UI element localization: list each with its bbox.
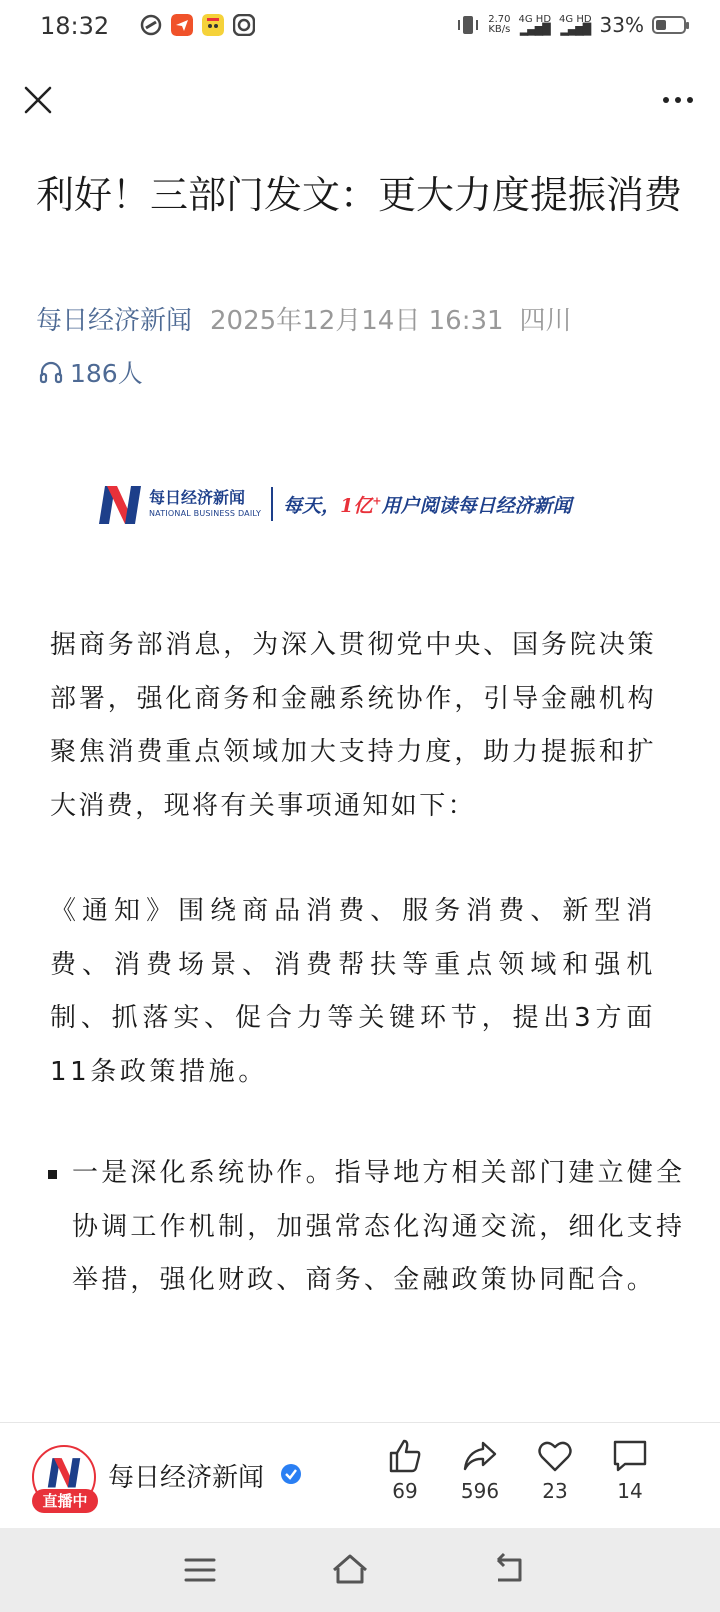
brand-slogan: 每天，1亿+用户阅读每日经济新闻 (283, 494, 572, 517)
article-body (50, 619, 656, 1151)
back-icon[interactable] (488, 1550, 528, 1590)
status-app-icons (140, 14, 255, 36)
heart-icon (536, 1437, 574, 1475)
comment-icon (611, 1437, 649, 1475)
net-speed: 2.70 KB/s (488, 14, 511, 35)
like-count: 69 (392, 1479, 418, 1503)
verified-badge-icon (280, 1463, 302, 1485)
weibo-icon (140, 14, 162, 36)
signal-bars-icon: ▂▄▆█ (519, 23, 550, 36)
yellow-app-icon (202, 14, 224, 36)
article-paragraph: 《通知》围绕商品消费、服务消费、新型消费、消费场景、消费帮扶等重点领域和强机制、抓落实、促合力等关键环节，提出3方面11条政策措施。 (50, 896, 656, 1087)
battery-icon (652, 16, 686, 34)
article-source[interactable]: 每日经济新闻 (36, 306, 193, 336)
article-paragraph: 据商务部消息，为深入贯彻党中央、国务院决策部署，强化商务和金融系统协作，引导金融机构聚焦消费重点领域加大支持力度，助力提振和扩大消费，现将有关事项通知如下： (50, 630, 656, 821)
account-name[interactable]: 每日经济新闻 (108, 1463, 265, 1493)
account-avatar[interactable] (32, 1445, 96, 1509)
article-location: 四川 (519, 306, 572, 336)
vibrate-icon (456, 14, 480, 36)
bullet-item (48, 1147, 692, 1308)
headphones-icon (38, 359, 64, 385)
article-meta (36, 300, 572, 337)
sim1-signal: 4G HD ▂▄▆█ (518, 14, 552, 36)
listen-count-text: 186人 (70, 359, 143, 388)
send-app-icon (171, 14, 193, 36)
brand-banner (95, 478, 615, 530)
nbd-logo-icon (95, 482, 145, 526)
article-title: 利好！三部门发文：更大力度提振消费 (36, 173, 683, 217)
thumbs-up-icon (386, 1437, 424, 1475)
bullet-marker-icon (48, 1170, 57, 1179)
system-nav-bar (0, 1528, 720, 1612)
sim2-signal: 4G HD ▂▄▆█ (559, 14, 592, 36)
status-time: 18:32 (40, 12, 110, 40)
menu-icon[interactable] (180, 1550, 220, 1590)
comment-count: 14 (617, 1479, 643, 1503)
favorite-count: 23 (542, 1479, 568, 1503)
banner-divider (271, 487, 273, 521)
like-button[interactable] (375, 1437, 435, 1503)
favorite-button[interactable] (525, 1437, 585, 1503)
article-datetime: 2025年12月14日 16:31 (210, 306, 504, 336)
home-icon[interactable] (330, 1550, 370, 1590)
camera-app-icon (233, 14, 255, 36)
live-badge[interactable]: 直播中 (32, 1489, 98, 1513)
bullet-text: 一是深化系统协作。指导地方相关部门建立健全协调工作机制，加强常态化沟通交流，细化支持举措，强化财政、商务、金融政策协同配合。 (72, 1158, 686, 1295)
status-bar (0, 0, 720, 58)
share-icon (461, 1437, 499, 1475)
status-indicators (456, 13, 686, 37)
battery-percent: 33% (599, 13, 644, 37)
brand-name: 每日经济新闻 NATIONAL BUSINESS DAILY (149, 488, 262, 518)
comment-button[interactable] (600, 1437, 660, 1503)
signal-bars-icon: ▂▄▆█ (560, 23, 591, 36)
bottom-action-bar (0, 1422, 720, 1529)
nbd-logo-icon (44, 1455, 84, 1489)
article-topbar (0, 70, 720, 130)
more-dots-icon[interactable] (656, 80, 700, 120)
close-icon[interactable] (18, 80, 58, 120)
share-count: 596 (460, 1479, 500, 1503)
listen-count[interactable] (38, 354, 143, 390)
share-button[interactable] (450, 1437, 510, 1503)
